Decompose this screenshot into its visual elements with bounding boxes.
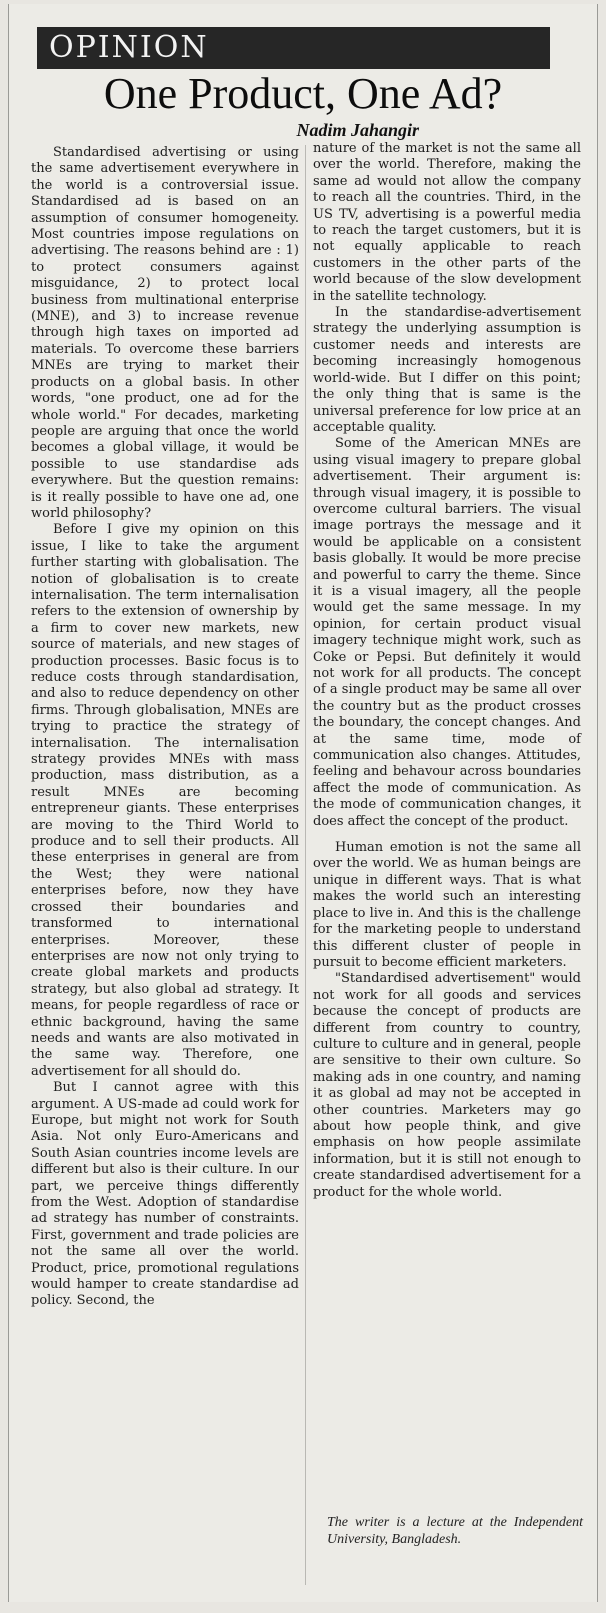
- paragraph: But I cannot agree with this argument. A US-made ad could work for Europe, but might not work for South Asia. Not only Euro-Americans and South Asian countries income levels are different but also is their culture. In our part, we perceive things differently from the West. Adoption of standardise ad strategy has number of constraints. First, government and trade policies are not the same all over the world. Product, price, promotional regulations would hamper to create standardise ad policy. Second, the: [31, 1080, 299, 1309]
- section-banner: [37, 27, 550, 69]
- column-divider: [305, 145, 306, 1585]
- headline: One Product, One Ad?: [103, 69, 503, 118]
- writer-note: The writer is a lecture at the Independent University, Bangladesh.: [327, 1515, 583, 1547]
- newspaper-clipping: [8, 4, 598, 1602]
- clipping-edge-text: [17, 4, 589, 16]
- paragraph: nature of the market is not the same all over the world. Therefore, making the same ad would not allow the company to reach all the countries. Third, in the US TV, advertising is a powerful media to reach the target customers, but it is not equally applicable to reach customers in the other parts of the world because of the slow development in the satellite technology.: [313, 141, 581, 304]
- paragraph: Before I give my opinion on this issue, I like to take the argument further starting with globalisation. The notion of globalisation is to create internalisation. The term internalisation refers to the extension of ownership by a firm to cover new markets, new source of materials, and new stages of production processes. Basic focus is to reduce costs through standardisation, and also to reduce dependency on other firms. Through globalisation, MNEs are trying to practice the strategy of internalisation. The internalisation strategy provides MNEs with mass production, mass distribution, as a result MNEs are becoming entrepreneur giants. These enterprises are moving to the Third World to produce and to sell their products. All these enterprises in general are from the West; they were national enterprises before, now they have crossed their boundaries and transformed to international enterprises. Moreover, these enterprises are now not only trying to create global markets and products strategy, but also global ad strategy. It means, for people regardless of race or ethnic background, having the same needs and wants are also motivated in the same way. Therefore, one advertisement for all should do.: [31, 522, 299, 1079]
- article-column-left: [31, 145, 299, 1310]
- paragraph: Some of the American MNEs are using visual imagery to prepare global advertisement. Their argument is: through visual imagery, it is possible to overcome cultural barriers. The visual image portrays the message and it would be applicable on a consistent basis globally. It would be more precise and powerful to carry the theme. Since it is a visual imagery, all the people would get the same message. In my opinion, for certain product visual imagery technique might work, such as Coke or Pepsi. But definitely it would not work for all products. The concept of a single product may be same all over the country but as the product crosses the boundary, the concept changes. And at the same time, mode of communication also changes. Attitudes, feeling and behavour across boundaries affect the mode of communication. As the mode of communication changes, it does affect the concept of the product.: [313, 436, 581, 829]
- paragraph: Standardised advertising or using the same advertisement everywhere in the world is a controversial issue. Standardised ad is based on an assumption of consumer homogeneity. Most countries impose regulations on advertising. The reasons behind are : 1) to protect consumers against misguidance, 2) to protect local business from multinational enterprise (MNE), and 3) to increase revenue through high taxes on imported ad materials. To overcome these barriers MNEs are trying to market their products on a global basis. In other words, "one product, one ad for the whole world." For decades, marketing people are arguing that once the world becomes a global village, it would be possible to use standardise ads everywhere. But the question remains: is it really possible to have one ad, one world philosophy?: [31, 145, 299, 521]
- byline: Nadim Jahangir: [296, 120, 419, 140]
- paragraph: In the standardise-advertisement strategy the underlying assumption is customer needs and interests are becoming increasingly homogenous world-wide. But I differ on this point; the only thing that is same is the universal preference for low price at an acceptable quality.: [313, 305, 581, 435]
- section-label: OPINION: [49, 30, 209, 65]
- paragraph: "Standardised advertisement" would not work for all goods and services because the concept of products are different from country to country, culture to culture and in general, people are sensitive to their own culture. So making ads in one country, and naming it as global ad may not be accepted in other countries. Marketers may go about how people think, and give emphasis on how people assimilate information, but it is still not enough to create standardised advertisement for a product for the whole world.: [313, 971, 581, 1200]
- paragraph: Human emotion is not the same all over the world. We as human beings are unique in different ways. That is what makes the world such an interesting place to live in. And this is the challenge for the marketing people to understand this different cluster of people in pursuit to become efficient marketers.: [313, 840, 581, 970]
- article-column-right: [313, 141, 581, 1201]
